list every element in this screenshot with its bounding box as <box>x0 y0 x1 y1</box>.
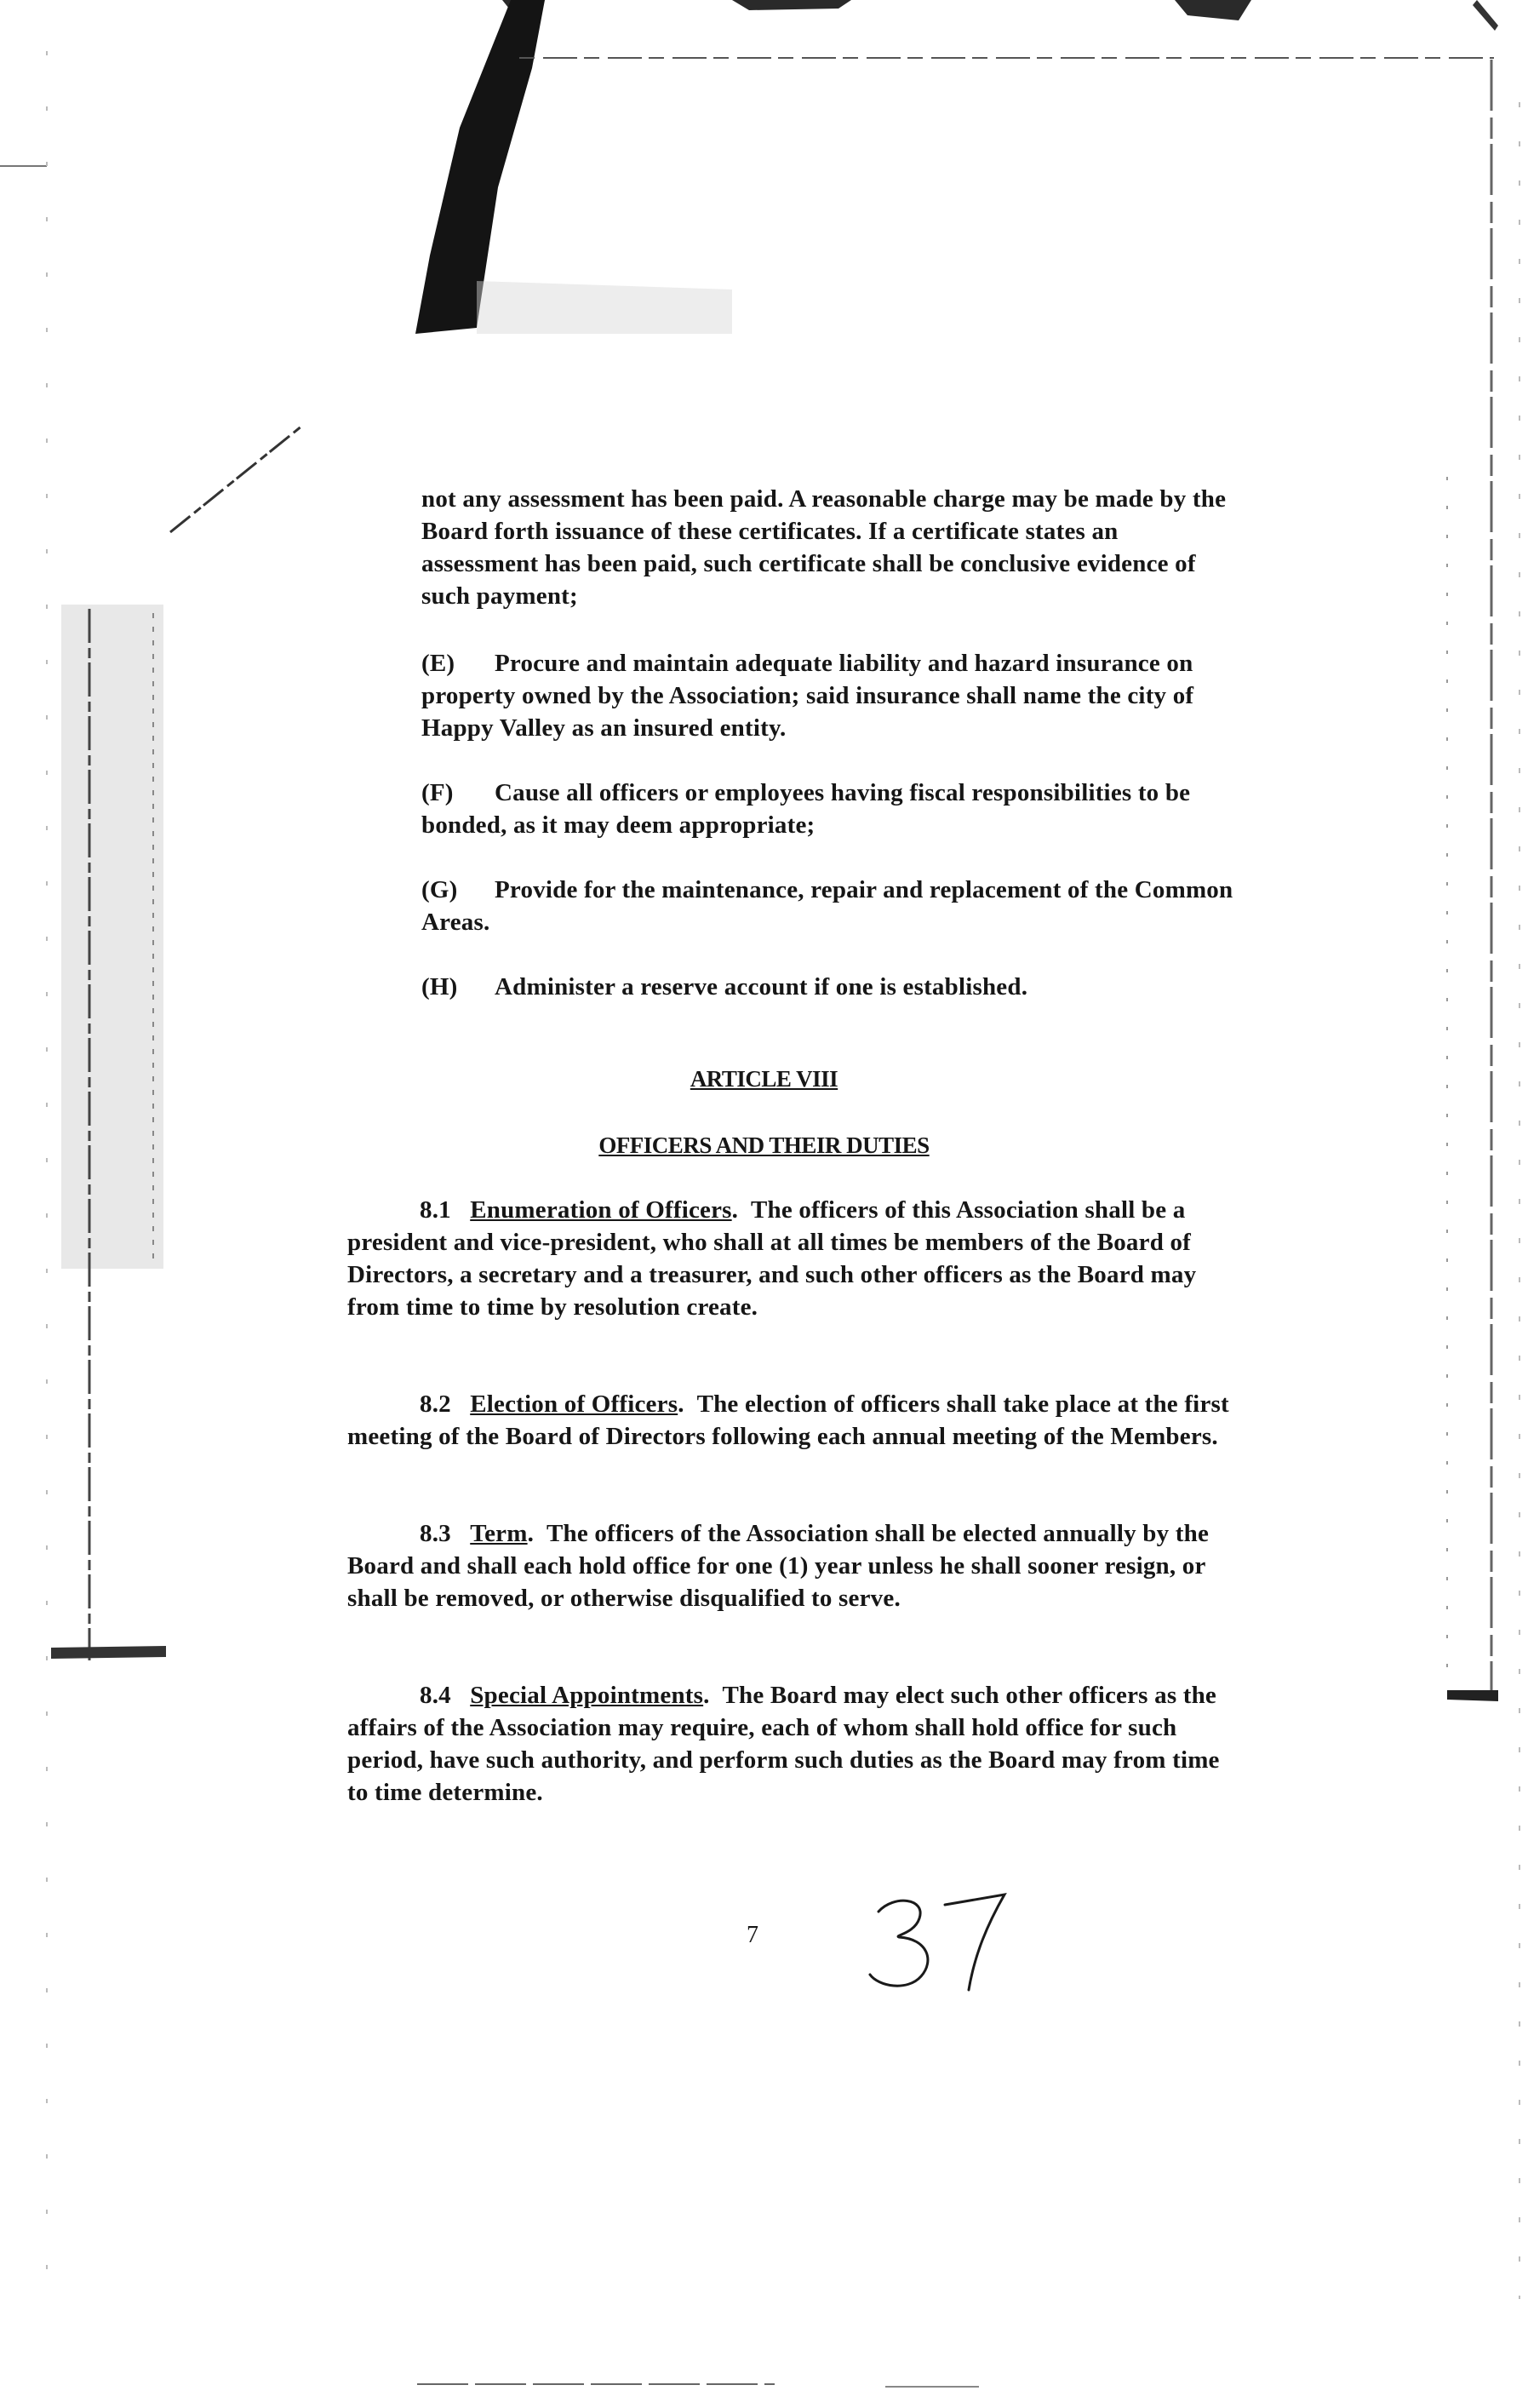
section-number: 8.3 <box>420 1520 451 1547</box>
list-item-g: (G) Provide for the maintenance, repair and replacement of the Common Areas. <box>421 874 1239 938</box>
list-item-h: (H) Administer a reserve account if one is established. <box>421 971 1239 1003</box>
section-title: Special Appointments <box>470 1682 704 1709</box>
section-8-1: 8.1 Enumeration of Officers. The officers of this Association shall be a president and vice-president, who shall at all times be members of the Board of Directors, a secretary and a treasurer, and such other officers as the Board may from time to time by resolution create. <box>347 1196 1197 1321</box>
handwritten-37-drawing <box>860 1886 1030 1997</box>
left-border-mark <box>51 1646 166 1659</box>
list-label: (E) <box>421 650 455 677</box>
article-heading: ARTICLE VIII <box>690 1066 838 1092</box>
section-number: 8.2 <box>420 1390 451 1418</box>
top-right-tick <box>1473 0 1498 31</box>
list-item-e: (E) Procure and maintain adequate liability and hazard insurance on property owned by the Association; said insurance shall name the city of Happy Valley as an insured entity. <box>421 647 1239 744</box>
wedge-speckle <box>477 281 732 334</box>
right-border-mark <box>1447 1690 1498 1701</box>
section-number: 8.4 <box>420 1682 451 1709</box>
list-label: (F) <box>421 779 454 806</box>
left-scan-strip <box>61 605 163 1269</box>
section-title: Term <box>470 1520 528 1547</box>
top-smudge-marks <box>502 0 1251 20</box>
article-title: OFFICERS AND THEIR DUTIES <box>598 1132 930 1158</box>
list-label: (G) <box>421 876 458 903</box>
continuation-paragraph: not any assessment has been paid. A reasonable charge may be made by the Board forth issuance of these certificates. If a certificate states an assessment has been paid, such certificate shall be conclusive evidence of such payment; <box>421 485 1227 610</box>
handwritten-page-number <box>860 1886 1030 2001</box>
page-number: 7 <box>747 1922 758 1948</box>
list-item-f: (F) Cause all officers or employees having fiscal responsibilities to be bonded, as it may deem appropriate; <box>421 777 1239 841</box>
list-label: (H) <box>421 973 458 1000</box>
section-8-2: 8.2 Election of Officers. The election of officers shall take place at the first meeting of the Board of Directors following each annual meeting of the Members. <box>347 1390 1229 1450</box>
section-title: Election of Officers <box>470 1390 678 1418</box>
section-number: 8.1 <box>420 1196 451 1224</box>
fold-line <box>170 426 302 532</box>
section-8-3: 8.3 Term. The officers of the Association shall be elected annually by the Board and shall each hold office for one (1) year unless he shall sooner resign, or shall be removed, or otherwise disqualified to serve. <box>347 1520 1210 1612</box>
section-title: Enumeration of Officers <box>470 1196 732 1224</box>
section-8-4: 8.4 Special Appointments. The Board may elect such other officers as the affairs of the Association may require, each of whom shall hold office for such period, have such authority, and perform such duties as the Board may from time to time determine. <box>347 1682 1220 1806</box>
